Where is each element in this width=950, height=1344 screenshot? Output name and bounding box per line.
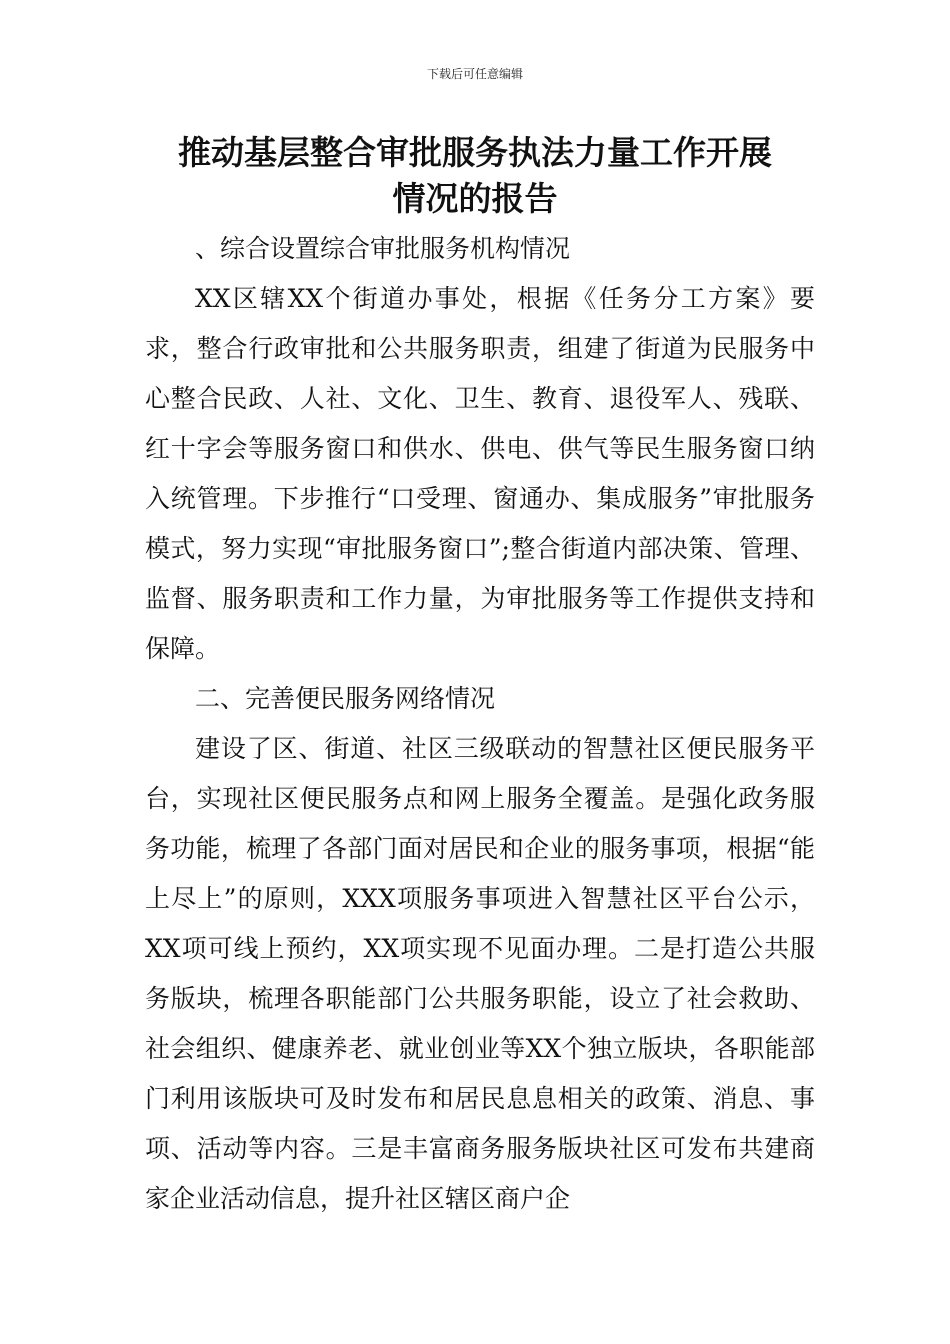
document-title [100,130,850,222]
section-heading-1: 、综合设置综合审批服务机构情况 [195,234,571,263]
header-note: 下载后可任意编辑 [426,67,523,81]
section-paragraph-1: XX区辖XX个街道办事处，根据《任务分工方案》要求，整合行政审批和公共服务职责，组建了街道为民服务中心整合民政、人社、文化、卫生、教育、退役军人、残联、红十字会等服务窗口和供水、供电、供气等民生服务窗口纳入统管理。下步推行“口受理、窗通办、集成服务”审批服务模式，努力实现“审批服务窗口”;整合街道内部决策、管理、监督、服务职责和工作力量，为审批服务等工作提供支持和保障。 [145,284,815,663]
document-body [145,224,815,1224]
section-paragraph-2: 建设了区、街道、社区三级联动的智慧社区便民服务平台，实现社区便民服务点和网上服务全覆盖。是强化政务服务功能，梳理了各部门面对居民和企业的服务事项，根据“能上尽上”的原则，XXX项服务事项进入智慧社区平台公示，XX项可线上预约，XX项实现不见面办理。二是打造公共服务版块，梳理各职能部门公共服务职能，设立了社会救助、社会组织、健康养老、就业创业等XX个独立版块，各职能部门利用该版块可及时发布和居民息息相关的政策、消息、事项、活动等内容。三是丰富商务服务版块社区可发布共建商家企业活动信息，提升社区辖区商户企 [145,734,815,1213]
title-line-2: 情况的报告 [392,179,558,218]
section-heading-2: 二、完善便民服务网络情况 [195,684,496,713]
title-line-1: 推动基层整合审批服务执法力量工作开展 [178,133,772,172]
